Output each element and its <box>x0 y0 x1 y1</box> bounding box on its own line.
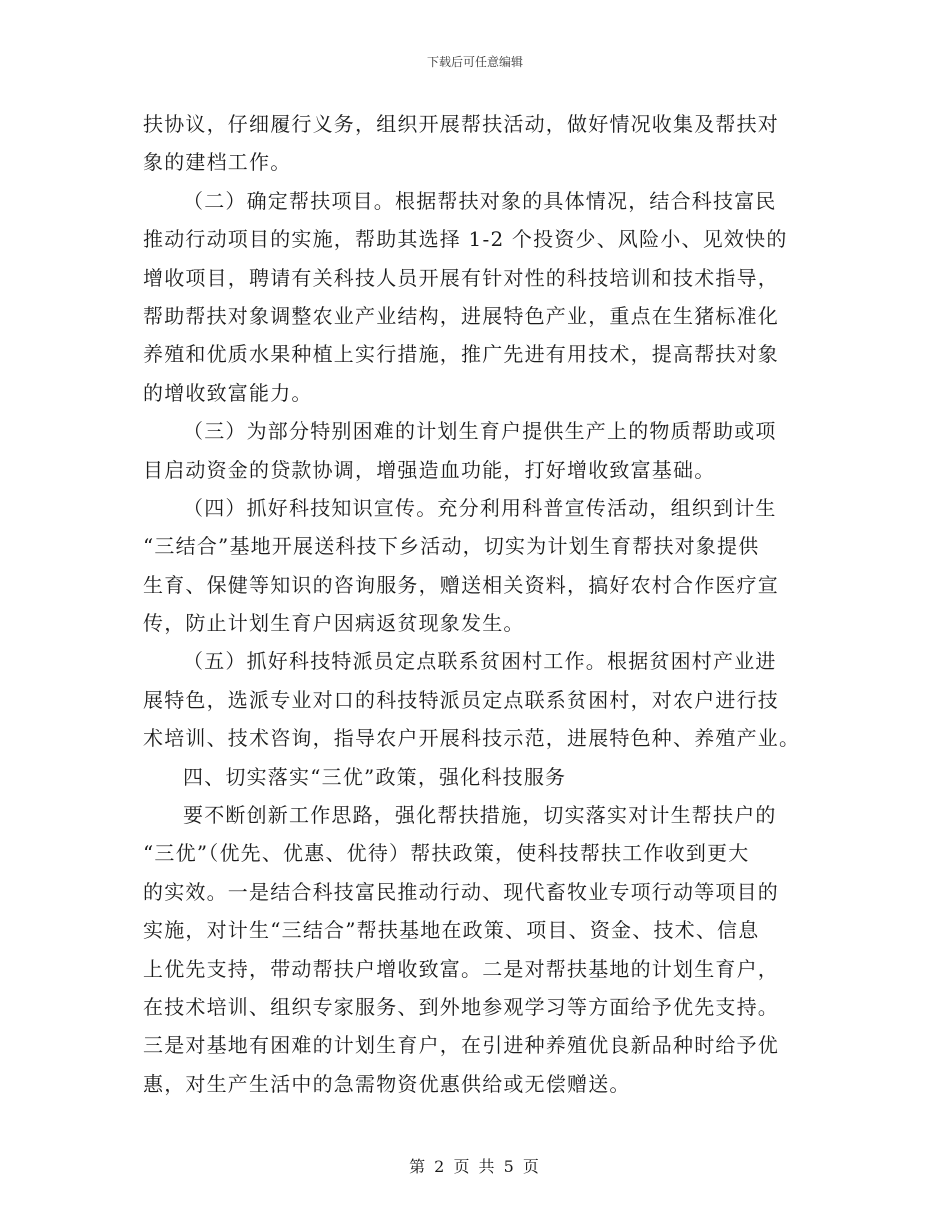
text-line: 术培训、技术咨询，指导农户开展科技示范，进展特色种、养殖产业。 <box>143 726 801 751</box>
text-line: 在技术培训、组织专家服务、到外地参观学习等方面给予优先支持。 <box>143 994 779 1019</box>
text-line: 上优先支持，带动帮扶户增收致富。二是对帮扶基地的计划生育户， <box>143 956 779 981</box>
text-line: 传，防止计划生育户因病返贫现象发生。 <box>143 611 525 636</box>
text-line: 惠，对生产生活中的急需物资优惠供给或无偿赠送。 <box>143 1071 631 1096</box>
text-line: 象的建档工作。 <box>143 150 292 175</box>
text-line: 推动行动项目的实施，帮助其选择 1-2 个投资少、风险小、见效快的 <box>143 227 788 252</box>
text-line: （五）抓好科技特派员定点联系贫困村工作。根据贫困村产业进 <box>183 649 777 674</box>
text-line: 生育、保健等知识的咨询服务，赠送相关资料，搞好农村合作医疗宣 <box>143 572 779 597</box>
text-line: “三优”（优先、优惠、优待）帮扶政策，使科技帮扶工作收到更大 <box>143 841 750 866</box>
text-line: 的增收致富能力。 <box>143 380 313 405</box>
text-line: 要不断创新工作思路，强化帮扶措施，切实落实对计生帮扶户的 <box>183 803 777 828</box>
text-line: （四）抓好科技知识宣传。充分利用科普宣传活动，组织到计生 <box>183 495 777 520</box>
section-heading: 四、切实落实“三优”政策，强化科技服务 <box>183 764 567 789</box>
text-line: 帮助帮扶对象调整农业产业结构，进展特色产业，重点在生猪标准化 <box>143 303 779 328</box>
text-line: 展特色，选派专业对口的科技特派员定点联系贫困村，对农户进行技 <box>143 687 779 712</box>
text-line: （三）为部分特别困难的计划生育户提供生产上的物质帮助或项 <box>183 419 777 444</box>
document-body <box>143 105 808 1103</box>
text-line: （二）确定帮扶项目。根据帮扶对象的具体情况，结合科技富民 <box>183 188 777 213</box>
text-line: 目启动资金的贷款协调，增强造血功能，打好增收致富基础。 <box>143 457 716 482</box>
text-line: 的实效。一是结合科技富民推动行动、现代畜牧业专项行动等项目的 <box>143 879 779 904</box>
text-line: 增收项目，聘请有关科技人员开展有针对性的科技培训和技术指导， <box>143 265 779 290</box>
text-line: 三是对基地有困难的计划生育户，在引进种养殖优良新品种时给予优 <box>143 1033 779 1058</box>
page-number: 第 2 页 共 5 页 <box>409 1157 541 1176</box>
text-line: 实施，对计生“三结合”帮扶基地在政策、项目、资金、技术、信息 <box>143 918 760 943</box>
text-line: 扶协议，仔细履行义务，组织开展帮扶活动，做好情况收集及帮扶对 <box>143 112 779 136</box>
page-header: 下载后可任意编辑 <box>426 55 523 69</box>
text-line: “三结合”基地开展送科技下乡活动，切实为计划生育帮扶对象提供 <box>143 534 760 559</box>
text-line: 养殖和优质水果种植上实行措施，推广先进有用技术，提高帮扶对象 <box>143 342 779 367</box>
